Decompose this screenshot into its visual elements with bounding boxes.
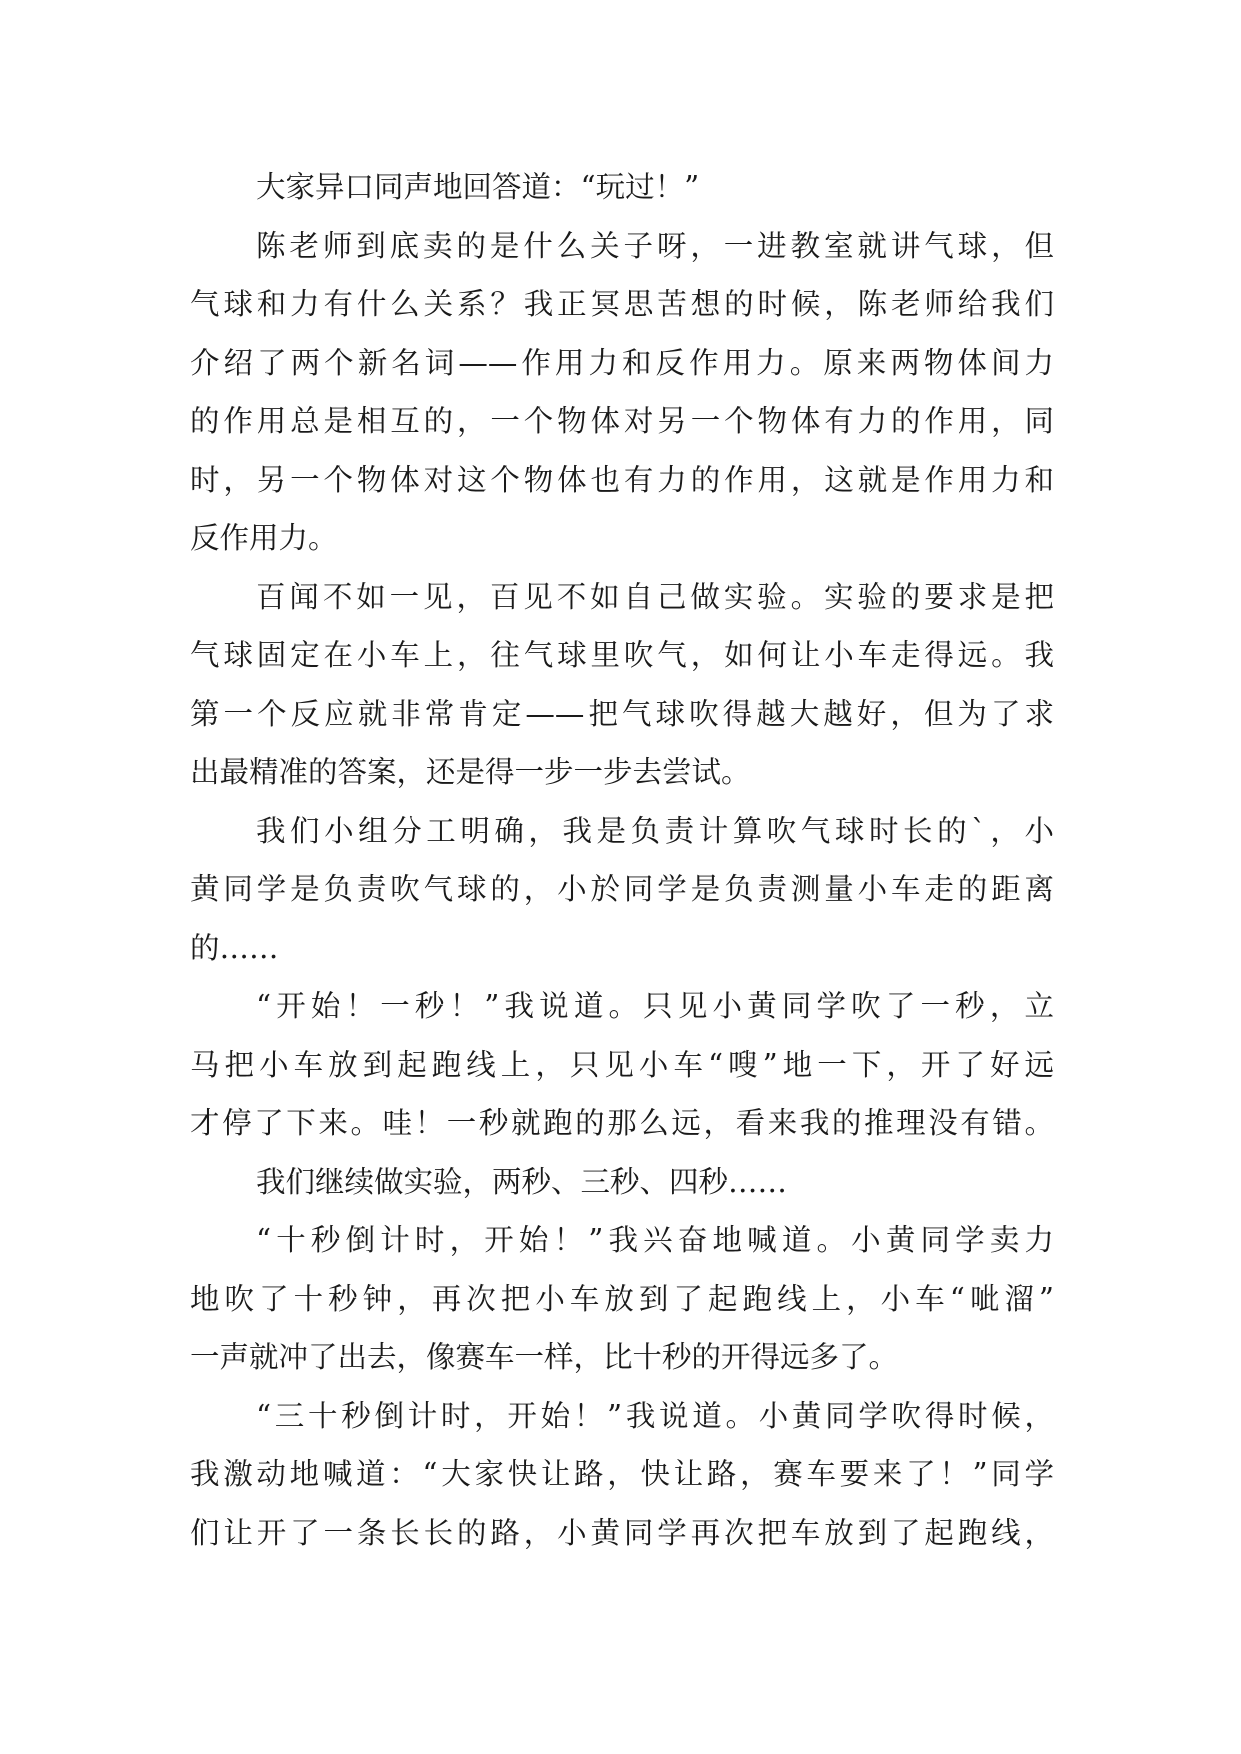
text-line: 第一个反应就非常肯定——把气球吹得越大越好，但为了求 [190, 696, 1054, 731]
text-line: 我们继续做实验，两秒、三秒、四秒…… [256, 1164, 788, 1199]
text-line: 黄同学是负责吹气球的，小於同学是负责测量小车走的距离 [190, 872, 1054, 906]
text-line: 我激动地喊道：“大家快让路，快让路，赛车要来了！”同学 [190, 1457, 1054, 1491]
text-line: 才停了下来。哇！一秒就跑的那么远，看来我的推理没有错。 [190, 1106, 1054, 1140]
text-line: 气球固定在小车上，往气球里吹气，如何让小车走得远。我 [190, 638, 1054, 672]
text-line: 气球和力有什么关系？我正冥思苦想的时候，陈老师给我们 [190, 287, 1054, 321]
text-line: “开始！一秒！”我说道。只见小黄同学吹了一秒，立 [256, 989, 1054, 1023]
text-line: 大家异口同声地回答道：“玩过！” [256, 170, 700, 204]
text-line: 的…… [190, 930, 279, 965]
text-line: 我们小组分工明确，我是负责计算吹气球时长的`，小 [256, 813, 1054, 848]
text-line: 反作用力。 [190, 521, 338, 555]
text-line: 介绍了两个新名词——作用力和反作用力。原来两物体间力 [190, 345, 1054, 380]
text-line: 时，另一个物体对这个物体也有力的作用，这就是作用力和 [190, 462, 1054, 497]
body-text [190, 158, 1054, 1562]
text-line: 百闻不如一见，百见不如自己做实验。实验的要求是把 [256, 579, 1054, 614]
text-line: 一声就冲了出去，像赛车一样，比十秒的开得远多了。 [190, 1340, 899, 1374]
text-line: 陈老师到底卖的是什么关子呀，一进教室就讲气球，但 [256, 228, 1054, 263]
text-line: 出最精准的答案，还是得一步一步去尝试。 [190, 755, 751, 789]
text-line: “三十秒倒计时，开始！”我说道。小黄同学吹得时候， [256, 1398, 1054, 1433]
text-line: 地吹了十秒钟，再次把小车放到了起跑线上，小车“呲溜” [190, 1281, 1054, 1316]
text-line: 马把小车放到起跑线上，只见小车“嗖”地一下，开了好远 [190, 1047, 1054, 1082]
text-line: 的作用总是相互的，一个物体对另一个物体有力的作用，同 [190, 404, 1054, 438]
text-line: “十秒倒计时，开始！”我兴奋地喊道。小黄同学卖力 [256, 1223, 1054, 1257]
text-line: 们让开了一条长长的路，小黄同学再次把车放到了起跑线， [190, 1515, 1054, 1550]
